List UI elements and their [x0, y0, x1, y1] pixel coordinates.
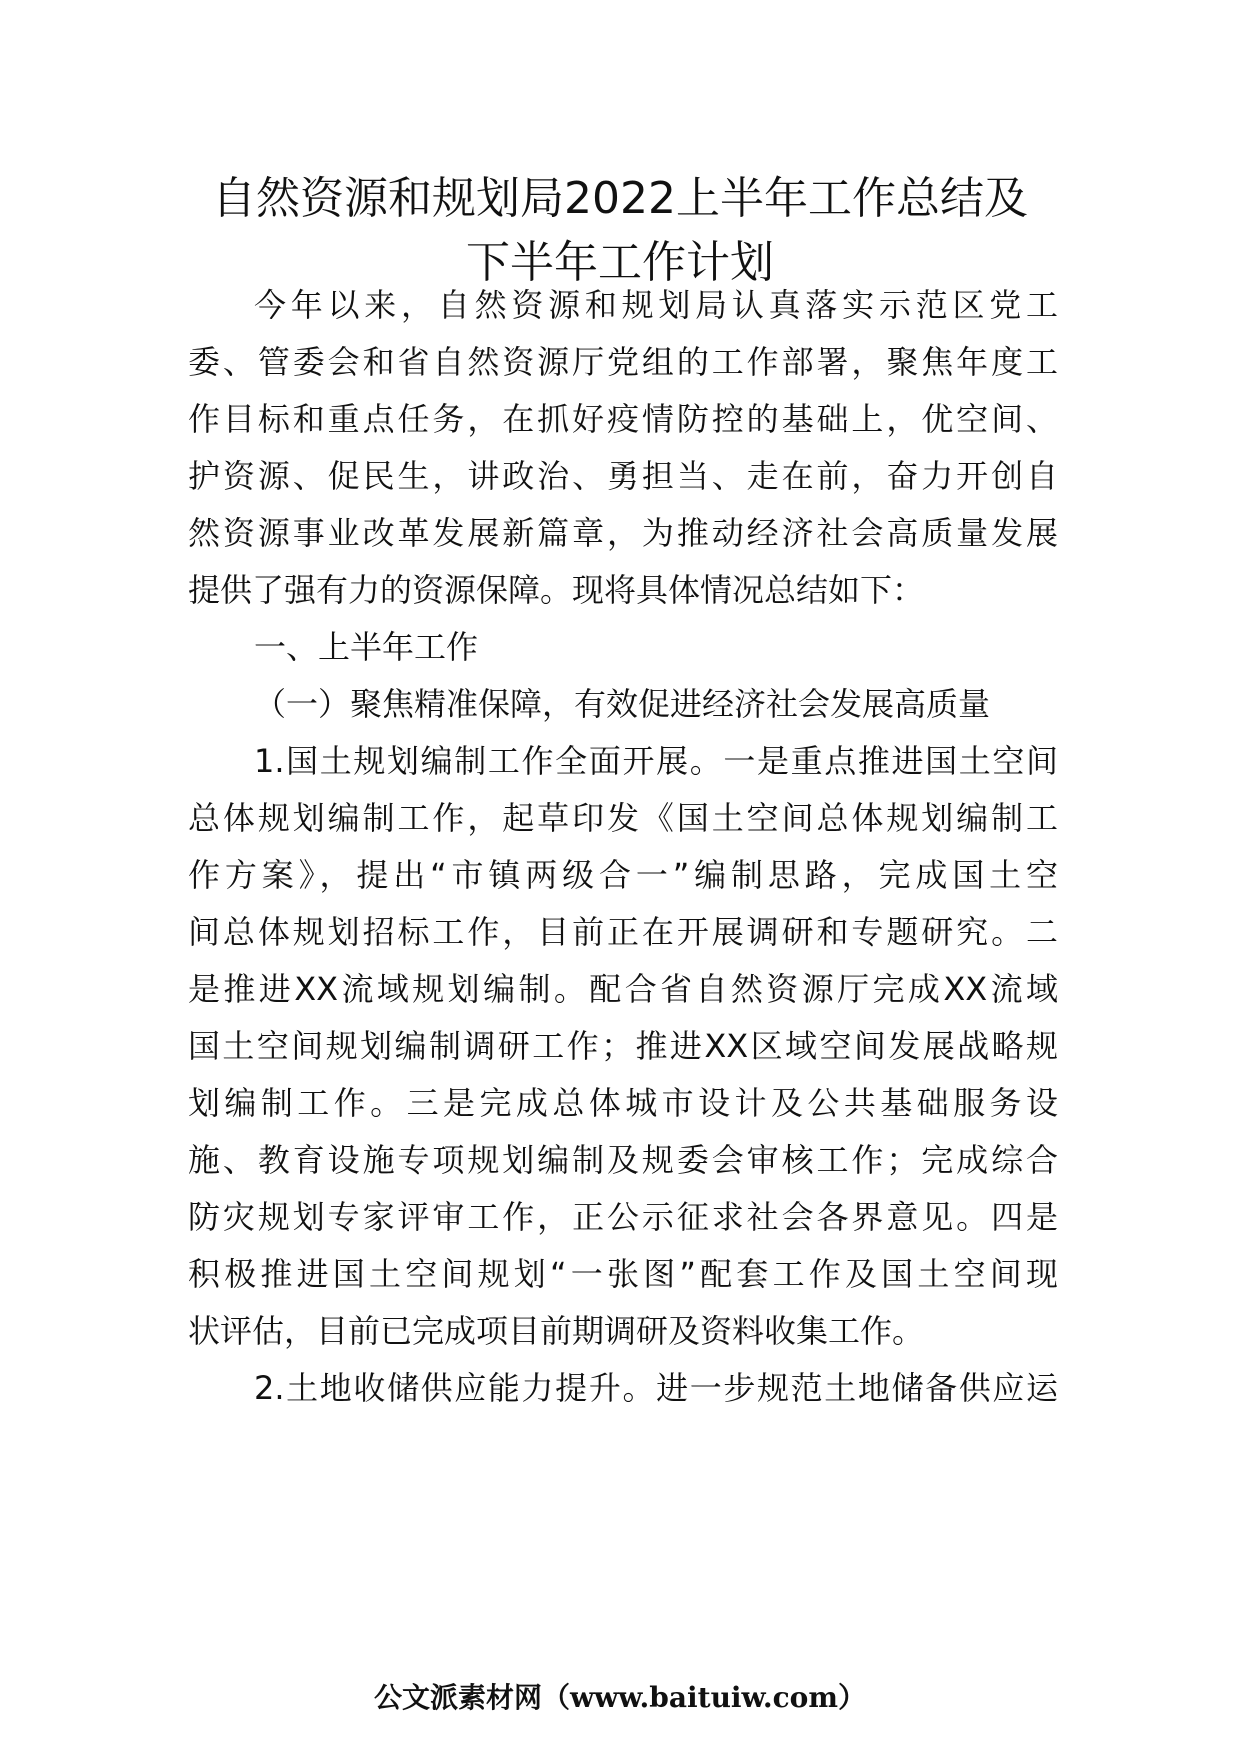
paragraph-line: 2.土地收储供应能力提升。进一步规范土地储备供应运 [254, 1369, 1058, 1407]
paragraph-line: 防灾规划专家评审工作，正公示征求社会各界意见。四是 [188, 1198, 1058, 1236]
paragraph-line: 积极推进国土空间规划“一张图”配套工作及国土空间现 [188, 1255, 1058, 1293]
paragraph-line: 施、教育设施专项规划编制及规委会审核工作；完成综合 [188, 1141, 1058, 1179]
footer-watermark: 公文派素材网（www.baituiw.com） [374, 1681, 866, 1714]
paragraph-line: 作方案》，提出“市镇两级合一”编制思路，完成国土空 [188, 856, 1058, 894]
paragraph-line: 总体规划编制工作，起草印发《国土空间总体规划编制工 [188, 799, 1058, 837]
paragraph-line: 然资源事业改革发展新篇章，为推动经济社会高质量发展 [188, 514, 1058, 552]
document-title-line-2: 下半年工作计划 [466, 237, 774, 288]
paragraph-line: 划编制工作。三是完成总体城市设计及公共基础服务设 [188, 1084, 1058, 1122]
paragraph-line: 作目标和重点任务，在抓好疫情防控的基础上，优空间、 [188, 400, 1058, 438]
paragraph-line: 国土空间规划编制调研工作；推进XX区域空间发展战略规 [188, 1027, 1058, 1065]
paragraph-line: 今年以来，自然资源和规划局认真落实示范区党工 [254, 286, 1058, 324]
paragraph-line: 委、管委会和省自然资源厅党组的工作部署，聚焦年度工 [188, 343, 1058, 381]
section-heading: 一、上半年工作 [254, 628, 479, 666]
paragraph-line: 1.国土规划编制工作全面开展。一是重点推进国土空间 [254, 742, 1058, 780]
paragraph-line: 间总体规划招标工作，目前正在开展调研和专题研究。二 [188, 913, 1058, 951]
paragraph-line: 是推进XX流域规划编制。配合省自然资源厅完成XX流域 [188, 970, 1058, 1008]
paragraph-line: 提供了强有力的资源保障。现将具体情况总结如下： [188, 571, 925, 609]
subsection-heading: （一）聚焦精准保障，有效促进经济社会发展高质量 [254, 685, 991, 723]
paragraph-line: 护资源、促民生，讲政治、勇担当、走在前，奋力开创自 [188, 457, 1058, 495]
document-title-line-1: 自然资源和规划局2022上半年工作总结及 [212, 173, 1028, 224]
paragraph-line: 状评估，目前已完成项目前期调研及资料收集工作。 [188, 1312, 925, 1350]
